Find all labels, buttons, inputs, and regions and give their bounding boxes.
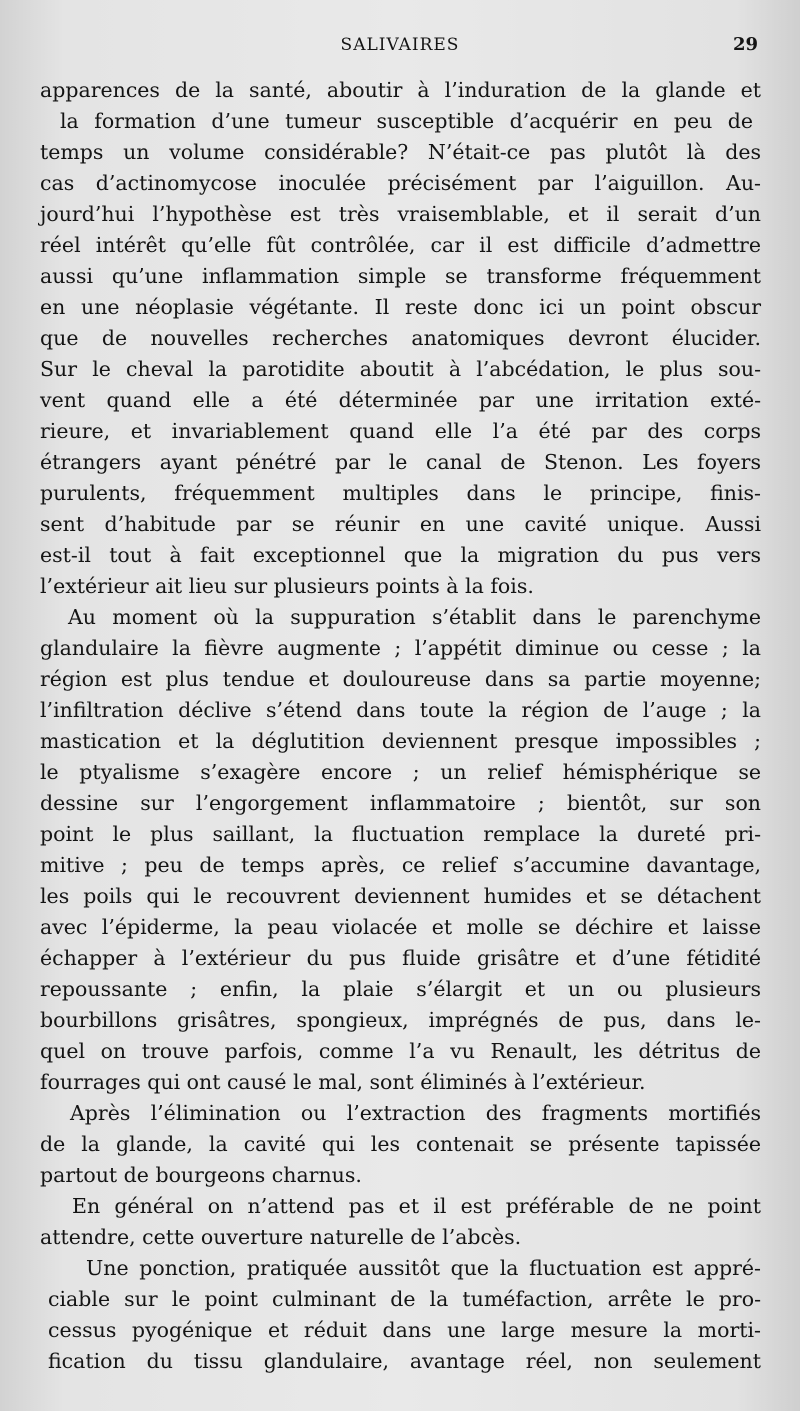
text-line: temps un volume considérable? N’était-ce pas plutôt là des — [40, 140, 761, 164]
text-line: est-il tout à fait exceptionnel que la migration du pus vers — [40, 543, 761, 567]
text-line: les poils qui le recouvrent deviennent humides et se détachent — [40, 884, 761, 908]
text-line: purulents, fréquemment multiples dans le principe, finis- — [40, 481, 761, 505]
text-line: l’infiltration déclive s’étend dans toute la région de l’auge ; la — [40, 698, 761, 722]
text-line: Au moment où la suppuration s’établit dans le parenchyme — [68, 605, 761, 629]
text-line: vent quand elle a été déterminée par une irritation exté- — [40, 388, 761, 412]
text-line: que de nouvelles recherches anatomiques devront élucider. — [40, 326, 761, 350]
text-line: mastication et la déglutition deviennent presque impossibles ; — [40, 729, 761, 753]
text-line: cessus pyogénique et réduit dans une large mesure la morti- — [48, 1318, 761, 1342]
text-line: étrangers ayant pénétré par le canal de Stenon. Les foyers — [40, 450, 761, 474]
text-line: fication du tissu glandulaire, avantage réel, non seulement — [48, 1349, 761, 1373]
text-line: avec l’épiderme, la peau violacée et molle se déchire et laisse — [40, 915, 761, 939]
text-line: dessine sur l’engorgement inflammatoire ; bientôt, sur son — [40, 791, 761, 815]
text-line: en une néoplasie végétante. Il reste donc ici un point obscur — [40, 295, 761, 319]
text-line: ciable sur le point culminant de la tuméfaction, arrête le pro- — [48, 1287, 761, 1311]
text-line: cas d’actinomycose inoculée précisément par l’aiguillon. Au- — [40, 171, 761, 195]
text-line: aussi qu’une inflammation simple se transforme fréquemment — [40, 264, 761, 288]
text-line: la formation d’une tumeur susceptible d’acquérir en peu de — [60, 109, 753, 133]
text-line: quel on trouve parfois, comme l’a vu Renault, les détritus de — [40, 1039, 761, 1063]
text-line: de la glande, la cavité qui les contenait se présente tapissée — [40, 1132, 761, 1156]
text-line: sent d’habitude par se réunir en une cavité unique. Aussi — [40, 512, 761, 536]
text-line: le ptyalisme s’exagère encore ; un relief hémisphérique se — [40, 760, 761, 784]
text-line: point le plus saillant, la fluctuation remplace la dureté pri- — [40, 822, 761, 846]
text-line: jourd’hui l’hypothèse est très vraisemblable, et il serait d’un — [40, 202, 761, 226]
text-line: En général on n’attend pas et il est préférable de ne point — [72, 1194, 761, 1218]
text-line: fourrages qui ont causé le mal, sont éliminés à l’extérieur. — [40, 1070, 646, 1094]
text-line: Une ponction, pratiquée aussitôt que la fluctuation est appré- — [86, 1256, 761, 1280]
text-line: rieure, et invariablement quand elle l’a été par des corps — [40, 419, 761, 443]
text-line: repoussante ; enfin, la plaie s’élargit et un ou plusieurs — [40, 977, 761, 1001]
text-line: l’extérieur ait lieu sur plusieurs points à la fois. — [40, 574, 534, 598]
text-line: échapper à l’extérieur du pus fluide grisâtre et d’une fétidité — [40, 946, 761, 970]
running-title: SALIVAIRES — [340, 35, 460, 55]
text-line: glandulaire la fièvre augmente ; l’appétit diminue ou cesse ; la — [40, 636, 761, 660]
text-line: réel intérêt qu’elle fût contrôlée, car il est difficile d’admettre — [40, 233, 761, 257]
text-line: Sur le cheval la parotidite aboutit à l’abcédation, le plus sou- — [40, 357, 761, 381]
text-line: Après l’élimination ou l’extraction des fragments mortifiés — [70, 1101, 761, 1125]
text-line: apparences de la santé, aboutir à l’induration de la glande et — [40, 78, 761, 102]
page-number: 29 — [732, 34, 758, 55]
text-line: région est plus tendue et douloureuse dans sa partie moyenne; — [40, 667, 761, 691]
text-line: bourbillons grisâtres, spongieux, imprégnés de pus, dans le- — [40, 1008, 761, 1032]
text-line: attendre, cette ouverture naturelle de l’abcès. — [40, 1225, 522, 1249]
text-line: mitive ; peu de temps après, ce relief s’accumine davantage, — [40, 853, 761, 877]
text-line: partout de bourgeons charnus. — [40, 1163, 362, 1187]
